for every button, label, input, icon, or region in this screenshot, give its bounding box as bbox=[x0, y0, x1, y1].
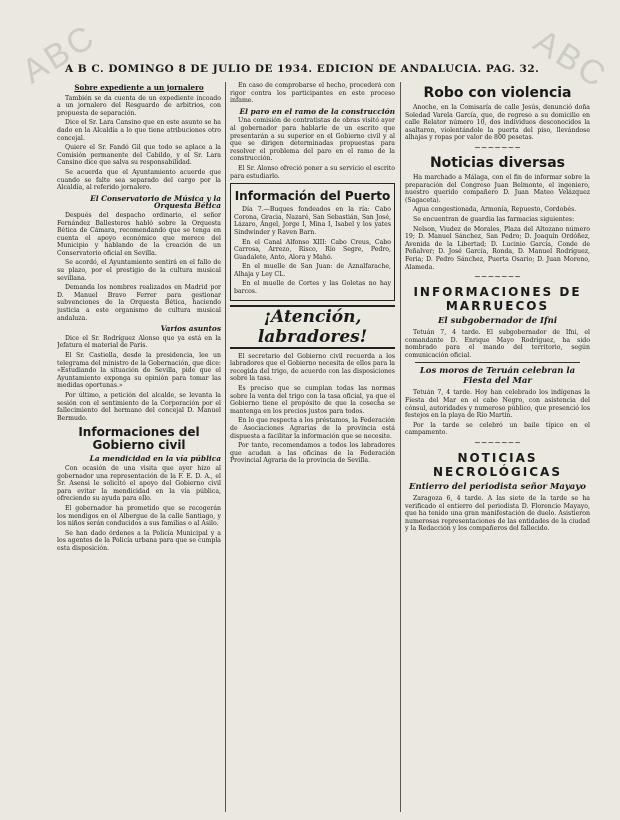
paragraph: Se acordó, el Ayuntamiento sentirá en el fallo de su plazo, por el prestigio de la cultura musical sevillana. bbox=[57, 259, 221, 282]
subheadline: Entierro del periodista señor Mayayo bbox=[409, 482, 586, 493]
paragraph: Zaragoza 6, 4 tarde. A las siete de la tarde se ha verificado el entierro del periodista D. Florencio Mayayo, que ha tenido una gran manifestación de duelo. Asistieron numerosas representaciones de las entidades de la ciudad y la Redacción y los compañeros del fallecido. bbox=[405, 495, 590, 533]
paragraph: En lo que respecta a los préstamos, la Federación de Asociaciones Agrarias de la provincia está dispuesta a facilitar la información que se necesite. bbox=[230, 417, 395, 440]
column-divider bbox=[225, 82, 226, 812]
paragraph: Se encuentran de guardia las farmacias siguientes: bbox=[413, 215, 575, 223]
paragraph: En el Canal Alfonso XIII: Cabo Creus, Cabo Carrosa, Arrezo, Risco, Río Segre, Pedro, Guadalete, Anto, Alora y Mahó. bbox=[234, 238, 391, 261]
headline: Información del Puerto bbox=[234, 189, 391, 204]
column-1 bbox=[57, 82, 221, 812]
headline: Sobre expediente a un jornalero bbox=[74, 83, 204, 92]
paragraph: Se acuerda que el Ayuntamiento acuerde que cuando se falte sea separado del cargo por la Alcaldía, al referido jornalero. bbox=[57, 168, 221, 192]
paragraph: Dice el Sr. Rodríguez Alonso que ya está en la Jefatura el material de París. bbox=[57, 334, 221, 350]
column-3 bbox=[405, 82, 590, 812]
column-divider bbox=[400, 82, 401, 812]
paragraph: Por tanto, recomendamos a todos los labradores que acudan a las oficinas de la Federación Provincial Agraria de la provincia de Sevilla. bbox=[230, 442, 395, 465]
ornament-separator: ~~~~~~~ bbox=[474, 272, 521, 282]
headline: El paro en el ramo de la construcción bbox=[239, 106, 395, 116]
watermark-left: ABC bbox=[15, 17, 103, 92]
paragraph: Tetuán 7, 4 tarde. El subgobernador de Ifni, el comandante D. Enrique Mayo Rodríguez, ha sido nombrado para el mando del territorio, según comunicación oficial. bbox=[405, 329, 590, 359]
paragraph: Quiere el Sr. Fandó Gil que todo se aplace a la Comisión permanente del Cabildo, y el Sr. Lara Cansino dice que salva su responsabilidad. bbox=[57, 144, 221, 167]
ornament-separator: ~~~~~~~ bbox=[474, 142, 521, 152]
paragraph: Tetuán 7, 4 tarde. Hoy han celebrado los indígenas la Fiesta del Mar en el cabo Negro, con asistencia del cónsul, autoridades y numeroso público, que presenció los festejos en la playa de Río Martín. bbox=[405, 389, 590, 420]
page-header: A B C. DOMINGO 8 DE JULIO DE 1934. EDICION DE ANDALUCIA. PAG. 32. bbox=[65, 63, 540, 75]
paragraph: Demanda los nombres realizados en Madrid por D. Manuel Bravo Ferrer para gestionar subvenciones de la Orquesta Bética, haciendo justicia a este organismo de cultura musical andaluza. bbox=[57, 284, 221, 322]
headline: Varios asuntos bbox=[160, 324, 221, 334]
subheadline: La mendicidad en la vía pública bbox=[89, 454, 221, 464]
paragraph: Dice el Sr. Lara Cansino que en este asunto se ha dado en la Alcaldía a lo que tiene atribuciones otro concejal. bbox=[57, 119, 221, 142]
paragraph: En caso de comprobarse el hecho, procederá con rigor contra los participantes en este proceso infame. bbox=[230, 82, 395, 105]
subheadline: El subgobernador de Ifni bbox=[437, 316, 558, 327]
headline: El Conservatorio de Música y la Orquesta Bética bbox=[90, 193, 221, 211]
paragraph: Una comisión de contratistas de obras visitó ayer al gobernador para hablarle de un escrito que presentarán a su superior en el Gobierno civil y al que se dirigen determinadas propuestas para resolver el problema del paro en el ramo de la construcción. bbox=[230, 117, 395, 163]
paragraph: También se da cuenta de un expediente incoado a un jornalero del Resguardo de arbitrios, con propuesta de separación. bbox=[57, 94, 221, 117]
paragraph: El Sr. Alonso ofreció poner a su servicio el escrito para estudiarlo. bbox=[230, 164, 395, 180]
headline: Noticias diversas bbox=[429, 154, 566, 171]
paragraph: Día 7.—Buques fondeados en la ría: Cabo Corona, Gracia, Nazaré, San Sebastián, San José, Lázaro, Ángel, Jorge I, Mina I, Isabel y los yates Sindwinder y Raven Barn. bbox=[234, 206, 391, 236]
paragraph: Por último, a petición del alcalde, se levanta la sesión con el sentimiento de la Corporación por el fallecimiento del hermano del concejal D. Manuel Bermudo. bbox=[57, 391, 221, 422]
headline-big: ¡Atención, labradores! bbox=[230, 305, 395, 349]
paragraph: El secretario del Gobierno civil recuerda a los labradores que el Gobierno necesita de ellos para la recogida del trigo, de acuerdo con las disposiciones sobre la tasa. bbox=[230, 352, 395, 383]
paragraph: Anoche, en la Comisaría de calle Jesús, denunció doña Soledad Varela García, que, de regreso a su domicilio en calle Relator número 10, dos individuos desconocidos la asaltaron, violentándole la puerta del piso, llevándose alhajas y ropas por valor de 800 pesetas. bbox=[405, 104, 590, 142]
paragraph: Es preciso que se cumplan todas las normas sobre la venta del trigo con la tasa oficial, ya que el Gobierno tiene el propósito de que la cosecha se mantenga en los precios justos para todos. bbox=[230, 385, 395, 415]
paragraph: Agua congestionada, Armonía, Repuesto, Cordobés. bbox=[413, 206, 577, 214]
headline: INFORMACIONES DE MARRUECOS bbox=[413, 285, 582, 314]
rule bbox=[415, 362, 580, 363]
ornament-separator: ~~~~~~~ bbox=[474, 438, 521, 448]
puerto-box bbox=[230, 183, 395, 301]
headline: Informaciones del Gobierno civil bbox=[78, 425, 200, 453]
paragraph: Después del despacho ordinario, el señor Fernández Ballesteros habló sobre la Orquesta Bética de Cámara, recomendando que se tenga en cuenta el apoyo económico que merece del Municipio y hablando de la creación de un Conservatorio oficial en Sevilla. bbox=[57, 211, 221, 257]
column-2 bbox=[230, 82, 395, 812]
headline: NOTICIAS NECROLÓGICAS bbox=[433, 451, 562, 480]
paragraph: El gobernador ha prometido que se recogerán los mendigos en el Albergue de la calle Santiago, y los niños serán conducidos a sus familias o al Asilo. bbox=[57, 504, 221, 528]
paragraph: Ha marchado a Málaga, con el fin de informar sobre la preparación del Congreso Juan Belmonte, el ingeniero, nuestro querido compañero D. Juan Mateo Velázquez (Sagaceta). bbox=[405, 173, 590, 204]
paragraph: Con ocasión de una visita que ayer hizo al gobernador una representación de la F. E. D. A., el Sr. Asensi le solicitó el apoyo del Gobierno civil para evitar la mendicidad en la vía pública, ofreciendo su ayuda para ello. bbox=[57, 464, 221, 503]
paragraph: Se han dado órdenes a la Policía Municipal y a los agentes de la Policía urbana para que se cumpla esta disposición. bbox=[57, 529, 221, 552]
paragraph: En el muelle de Cortes y las Goletas no hay barcos. bbox=[234, 280, 391, 296]
subheadline: Los moros de Teruán celebran la Fiesta del Mar bbox=[419, 366, 576, 387]
watermark-right: ABC bbox=[527, 22, 615, 97]
paragraph: El Sr. Castiella, desde la presidencia, lee un telegrama del ministro de la Gobernación, que dice: «Estudiando la situación de Sevilla, pide que el Ayuntamiento exponga su opinión para tomar las medidas oportunas.» bbox=[57, 352, 221, 390]
headline: Robo con violencia bbox=[423, 85, 572, 101]
paragraph: En el muelle de San Juan: de Aznalfarache, Alhaja y Ley CL. bbox=[234, 263, 391, 278]
paragraph: Por la tarde se celebró un baile típico en el campamento. bbox=[405, 421, 590, 437]
paragraph: Nelson, Viudez de Morales, Plaza del Altozano número 19; D. Manuel Sánchez, San Pedro; D. Joaquín Ordóñez, Avenida de la Libertad; D. Lucinio García, Conde de Peñalver; D. José García, Ronda, D. Manuel Rodríguez, Feria; D. Pedro Sánchez, Puerta Osario; D. Juan Moreno, Alameda. bbox=[405, 225, 590, 271]
